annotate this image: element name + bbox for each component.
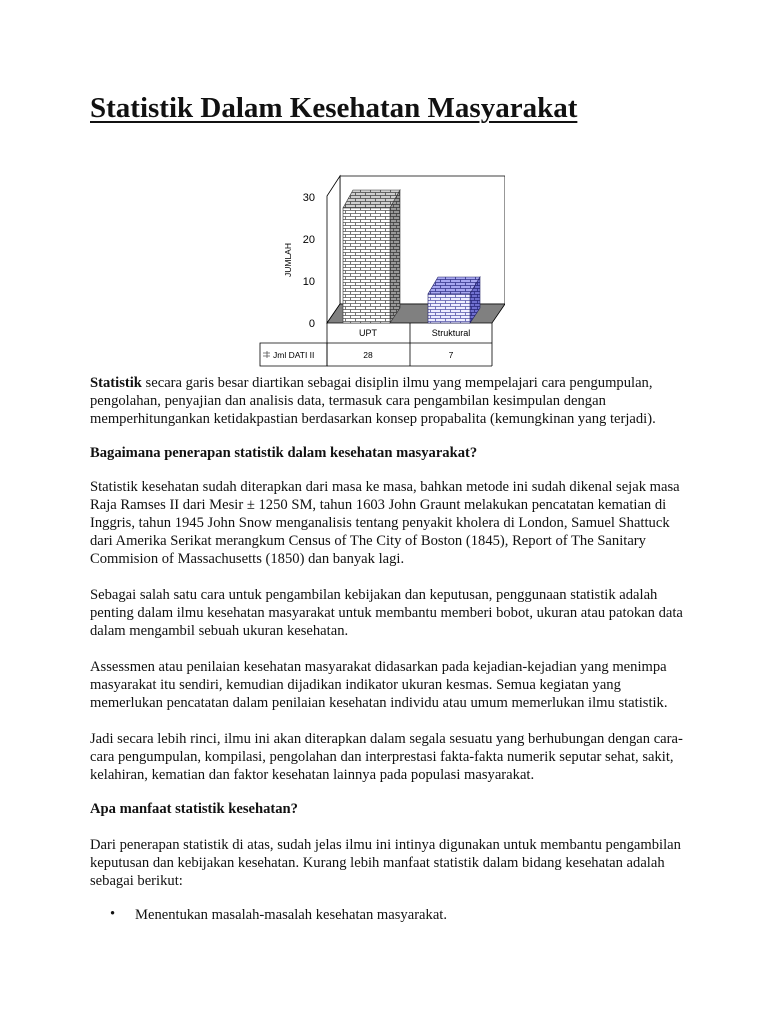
paragraph-rinci: Jadi secara lebih rinci, ilmu ini akan diterapkan dalam segala sesuatu yang berhubungan dengan cara-cara pengumpulan, kompilasi, pengolahan dan interprestasi fakta-fakta numerik seputar sehat, sakit, kelahiran, kematian dan faktor kesehatan lainnya pada populasi masyarakat. bbox=[90, 731, 683, 783]
legend-key-icon bbox=[263, 351, 270, 358]
paragraph-kebijakan: Sebagai salah satu cara untuk pengambilan kebijakan dan keputusan, penggunaan statistik adalah penting dalam ilmu kesehatan masyarakat untuk membantu memberi bobot, ukuran atau patokan data dalam mengambil sebuah ukuran kesehatan. bbox=[90, 587, 683, 639]
y-tick-20: 20 bbox=[302, 234, 315, 246]
bar-struktural bbox=[428, 277, 480, 323]
paragraph-history: Statistik kesehatan sudah diterapkan dari masa ke masa, bahkan metode ini sudah dikenal sejak masa Raja Ramses II dari Mesir ± 1250 SM, tahun 1603 John Graunt melakukan pencatatan kematian di Inggris, tahun 1945 John Snow menganalisis tentang penyakit kholera di London, Samuel Shattuck dari Amerika Serikat merangkum Census of The City of Boston (1845), Report of The Sanitary Commision of Massachusetts (1850) dan banyak lagi. bbox=[90, 479, 680, 567]
intro-bold-lead: Statistik bbox=[90, 375, 142, 391]
value-upt: 28 bbox=[363, 350, 373, 360]
intro-paragraph bbox=[90, 374, 690, 428]
y-axis bbox=[303, 192, 315, 330]
bar-chart bbox=[255, 168, 505, 373]
y-tick-30: 30 bbox=[302, 192, 315, 204]
category-struktural: Struktural bbox=[431, 328, 471, 338]
y-tick-0: 0 bbox=[308, 318, 315, 330]
paragraph-assessmen: Assessmen atau penilaian kesehatan masyarakat didasarkan pada kejadian-kejadian yang menimpa masyarakat itu sendiri, kemudian dijadikan indikator ukuran kesmas. Semua kegiatan yang memerlukan pencatatan dalam penilaian kesehatan individu atau umum memerlukan ilmu statistik. bbox=[90, 659, 668, 711]
value-struktural: 7 bbox=[448, 350, 454, 360]
list-item: Menentukan masalah-masalah kesehatan masyarakat. bbox=[135, 907, 448, 923]
category-upt: UPT bbox=[359, 328, 377, 338]
y-tick-10: 10 bbox=[302, 276, 315, 288]
intro-text: secara garis besar diartikan sebagai disiplin ilmu yang mempelajari cara pengumpulan, pengolahan, penyajian dan analisis data, termasuk cara pengambilan kesimpulan dengan memperhitungankan ketidakpastian berdasarkan konsep propabalita (kemungkinan yang terjadi). bbox=[90, 375, 656, 427]
bar-upt bbox=[343, 190, 400, 323]
bullet-icon: • bbox=[110, 906, 116, 922]
page-title: Statistik Dalam Kesehatan Masyarakat bbox=[90, 92, 578, 124]
series-label: Jml DATI II bbox=[273, 350, 315, 360]
y-axis-label: JUMLAH bbox=[283, 242, 293, 278]
heading-penerapan: Bagaimana penerapan statistik dalam kesehatan masyarakat? bbox=[90, 445, 478, 461]
heading-manfaat: Apa manfaat statistik kesehatan? bbox=[90, 801, 298, 817]
paragraph-manfaat: Dari penerapan statistik di atas, sudah jelas ilmu ini intinya digunakan untuk membantu pengambilan keputusan dan kebijakan kesehatan. Kurang lebih manfaat statistik dalam bidang kesehatan adalah sebagai berikut: bbox=[90, 837, 681, 889]
